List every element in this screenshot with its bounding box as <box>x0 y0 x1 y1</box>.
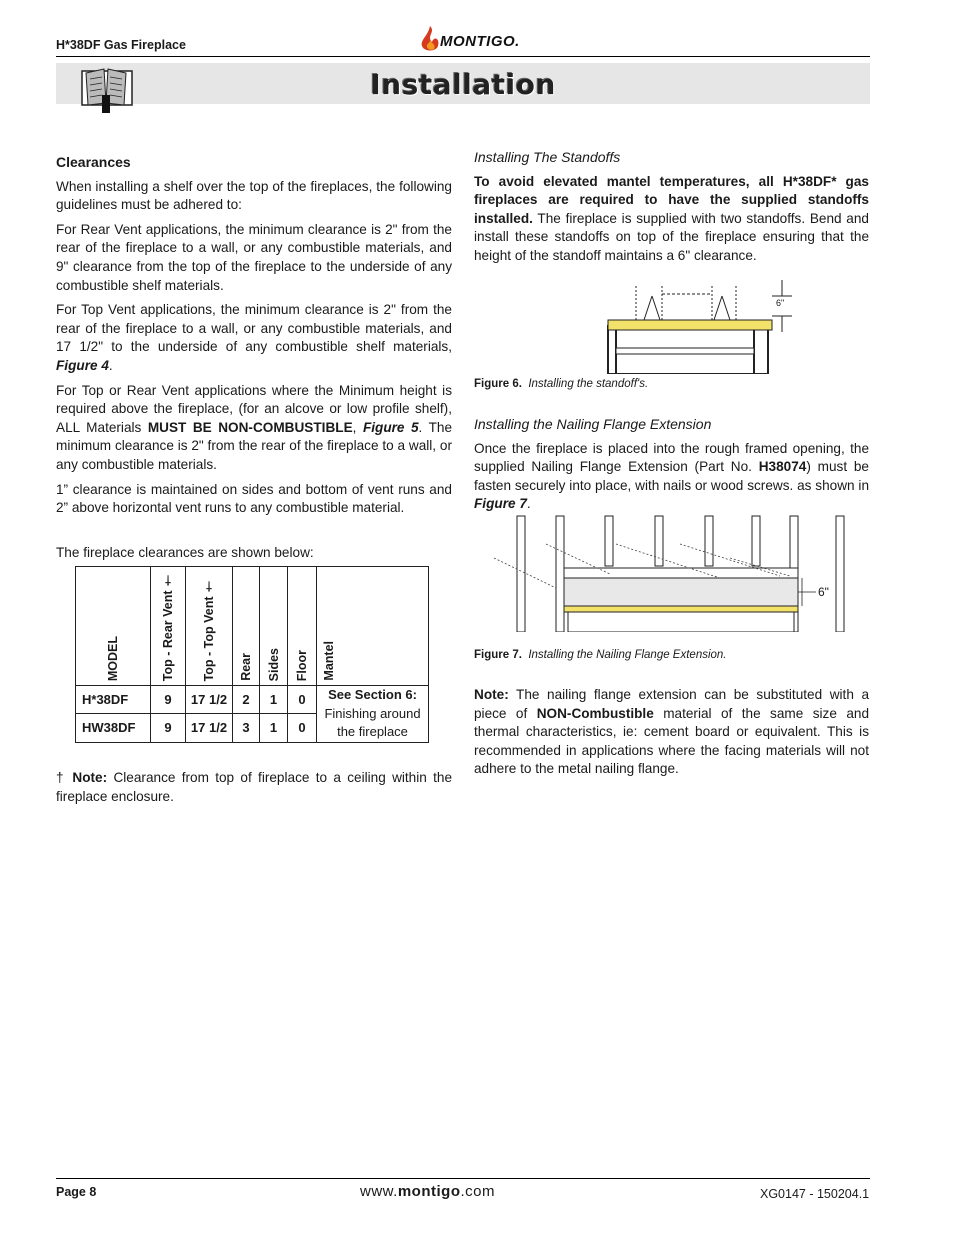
clearance-table <box>75 566 429 743</box>
website-url: www.montigo.com <box>360 1183 496 1200</box>
column-header: MODEL <box>106 635 120 681</box>
standoffs-section <box>474 148 869 272</box>
clearances-section <box>56 153 452 568</box>
table-row: H*38DF 9 17 1/2 2 1 0 See Section 6: Finishing around the fireplace <box>76 686 429 714</box>
footer-rule <box>56 1178 870 1179</box>
clearances-heading: Clearances <box>56 154 131 170</box>
paragraph: For Rear Vent applications, the minimum clearance is 2" from the rear of the fireplace to a wall, or any combustible materials, and 9" clearance from the top of the fireplace to the underside of any combustible shelf materials. <box>56 221 452 293</box>
header-rule <box>56 56 870 57</box>
column-header: Floor <box>295 649 309 681</box>
figure-reference: Figure 5 <box>362 419 419 435</box>
montigo-logo <box>418 24 528 56</box>
table-note: † Note: Clearance from top of fireplace to a ceiling within the fireplace enclosure. <box>56 770 453 804</box>
substitution-note: Note: The nailing flange extension can be substituted with a piece of NON-Combustible material of the same size and thermal characteristics, ie: cement board or equivalent. This is recommended in applications where the facing materials will not adhere to the metal nailing flange. <box>474 687 870 777</box>
figure-7-caption: Figure 7. Installing the Nailing Flange Extension. <box>474 649 727 661</box>
paragraph: 1” clearance is maintained on sides and bottom of vent runs and 2” above horizontal vent runs to any combustible material. <box>56 481 452 516</box>
paragraph: When installing a shelf over the top of the fireplaces, the following guidelines must be adhered to: <box>56 178 452 213</box>
column-header: Rear <box>239 653 253 681</box>
paragraph: For Top or Rear Vent applications where the Minimum height is required above the fireplace, (for an alcove or low profile shelf), ALL Materials MUST BE NON-COMBUSTIBLE, Figure 5. The minimum clearance is 2" from the rear of the fireplace to a wall, or any combustible materials. <box>56 382 453 472</box>
column-header: Top - Rear Vent † <box>161 572 175 681</box>
column-header: Top - Top Vent † <box>202 578 216 681</box>
column-header: Mantel <box>322 641 336 681</box>
table-header-row <box>76 567 429 686</box>
dimension-label: 6" <box>818 585 829 599</box>
paragraph: To avoid elevated mantel temperatures, all H*38DF* gas fireplaces are required to have the supplied standoffs installed. The fireplace is supplied with two standoffs. Bend and install these standoffs on top of the fireplace ensuring that the height of the standoff maintains a 6" clearance. <box>474 173 869 263</box>
page-number: Page 8 <box>56 1185 97 1199</box>
mantel-cell: See Section 6: Finishing around the fireplace <box>317 686 429 743</box>
paragraph: For Top Vent applications, the minimum clearance is 2" from the rear of the fireplace to a wall, or any combustible materials, and 17 1/2" to the underside of any combustible shelf materials, Figure 4. <box>56 302 452 373</box>
paragraph: The fireplace clearances are shown below: <box>56 544 314 560</box>
column-header: Sides <box>266 647 281 681</box>
document-number: XG0147 - 150204.1 <box>760 1187 870 1201</box>
brand-name: MONTIGO. <box>440 33 520 50</box>
figure-reference: Figure 7 <box>474 496 527 512</box>
nailing-flange-section <box>474 415 869 520</box>
figure-reference: Figure 4 <box>56 357 109 373</box>
standoffs-heading: Installing The Standoffs <box>474 149 621 165</box>
table-row: HW38DF 9 17 1/2 3 1 0 <box>76 714 429 742</box>
document-title: H*38DF Gas Fireplace <box>56 38 186 52</box>
dimension-label: 6" <box>776 298 785 308</box>
section-title: Installation <box>370 68 556 101</box>
paragraph: Once the fireplace is placed into the rough framed opening, the supplied Nailing Flange Extension (Part No. H38074) must be fasten securely into place, with nails or wood screws. as shown in Figure 7. <box>474 440 869 512</box>
nailing-heading: Installing the Nailing Flange Extension <box>474 416 712 432</box>
nailing-flange-figure <box>490 514 860 632</box>
section-banner <box>56 63 870 104</box>
standoff-figure <box>604 276 794 374</box>
figure-6-caption: Figure 6. Installing the standoff's. <box>474 378 649 390</box>
